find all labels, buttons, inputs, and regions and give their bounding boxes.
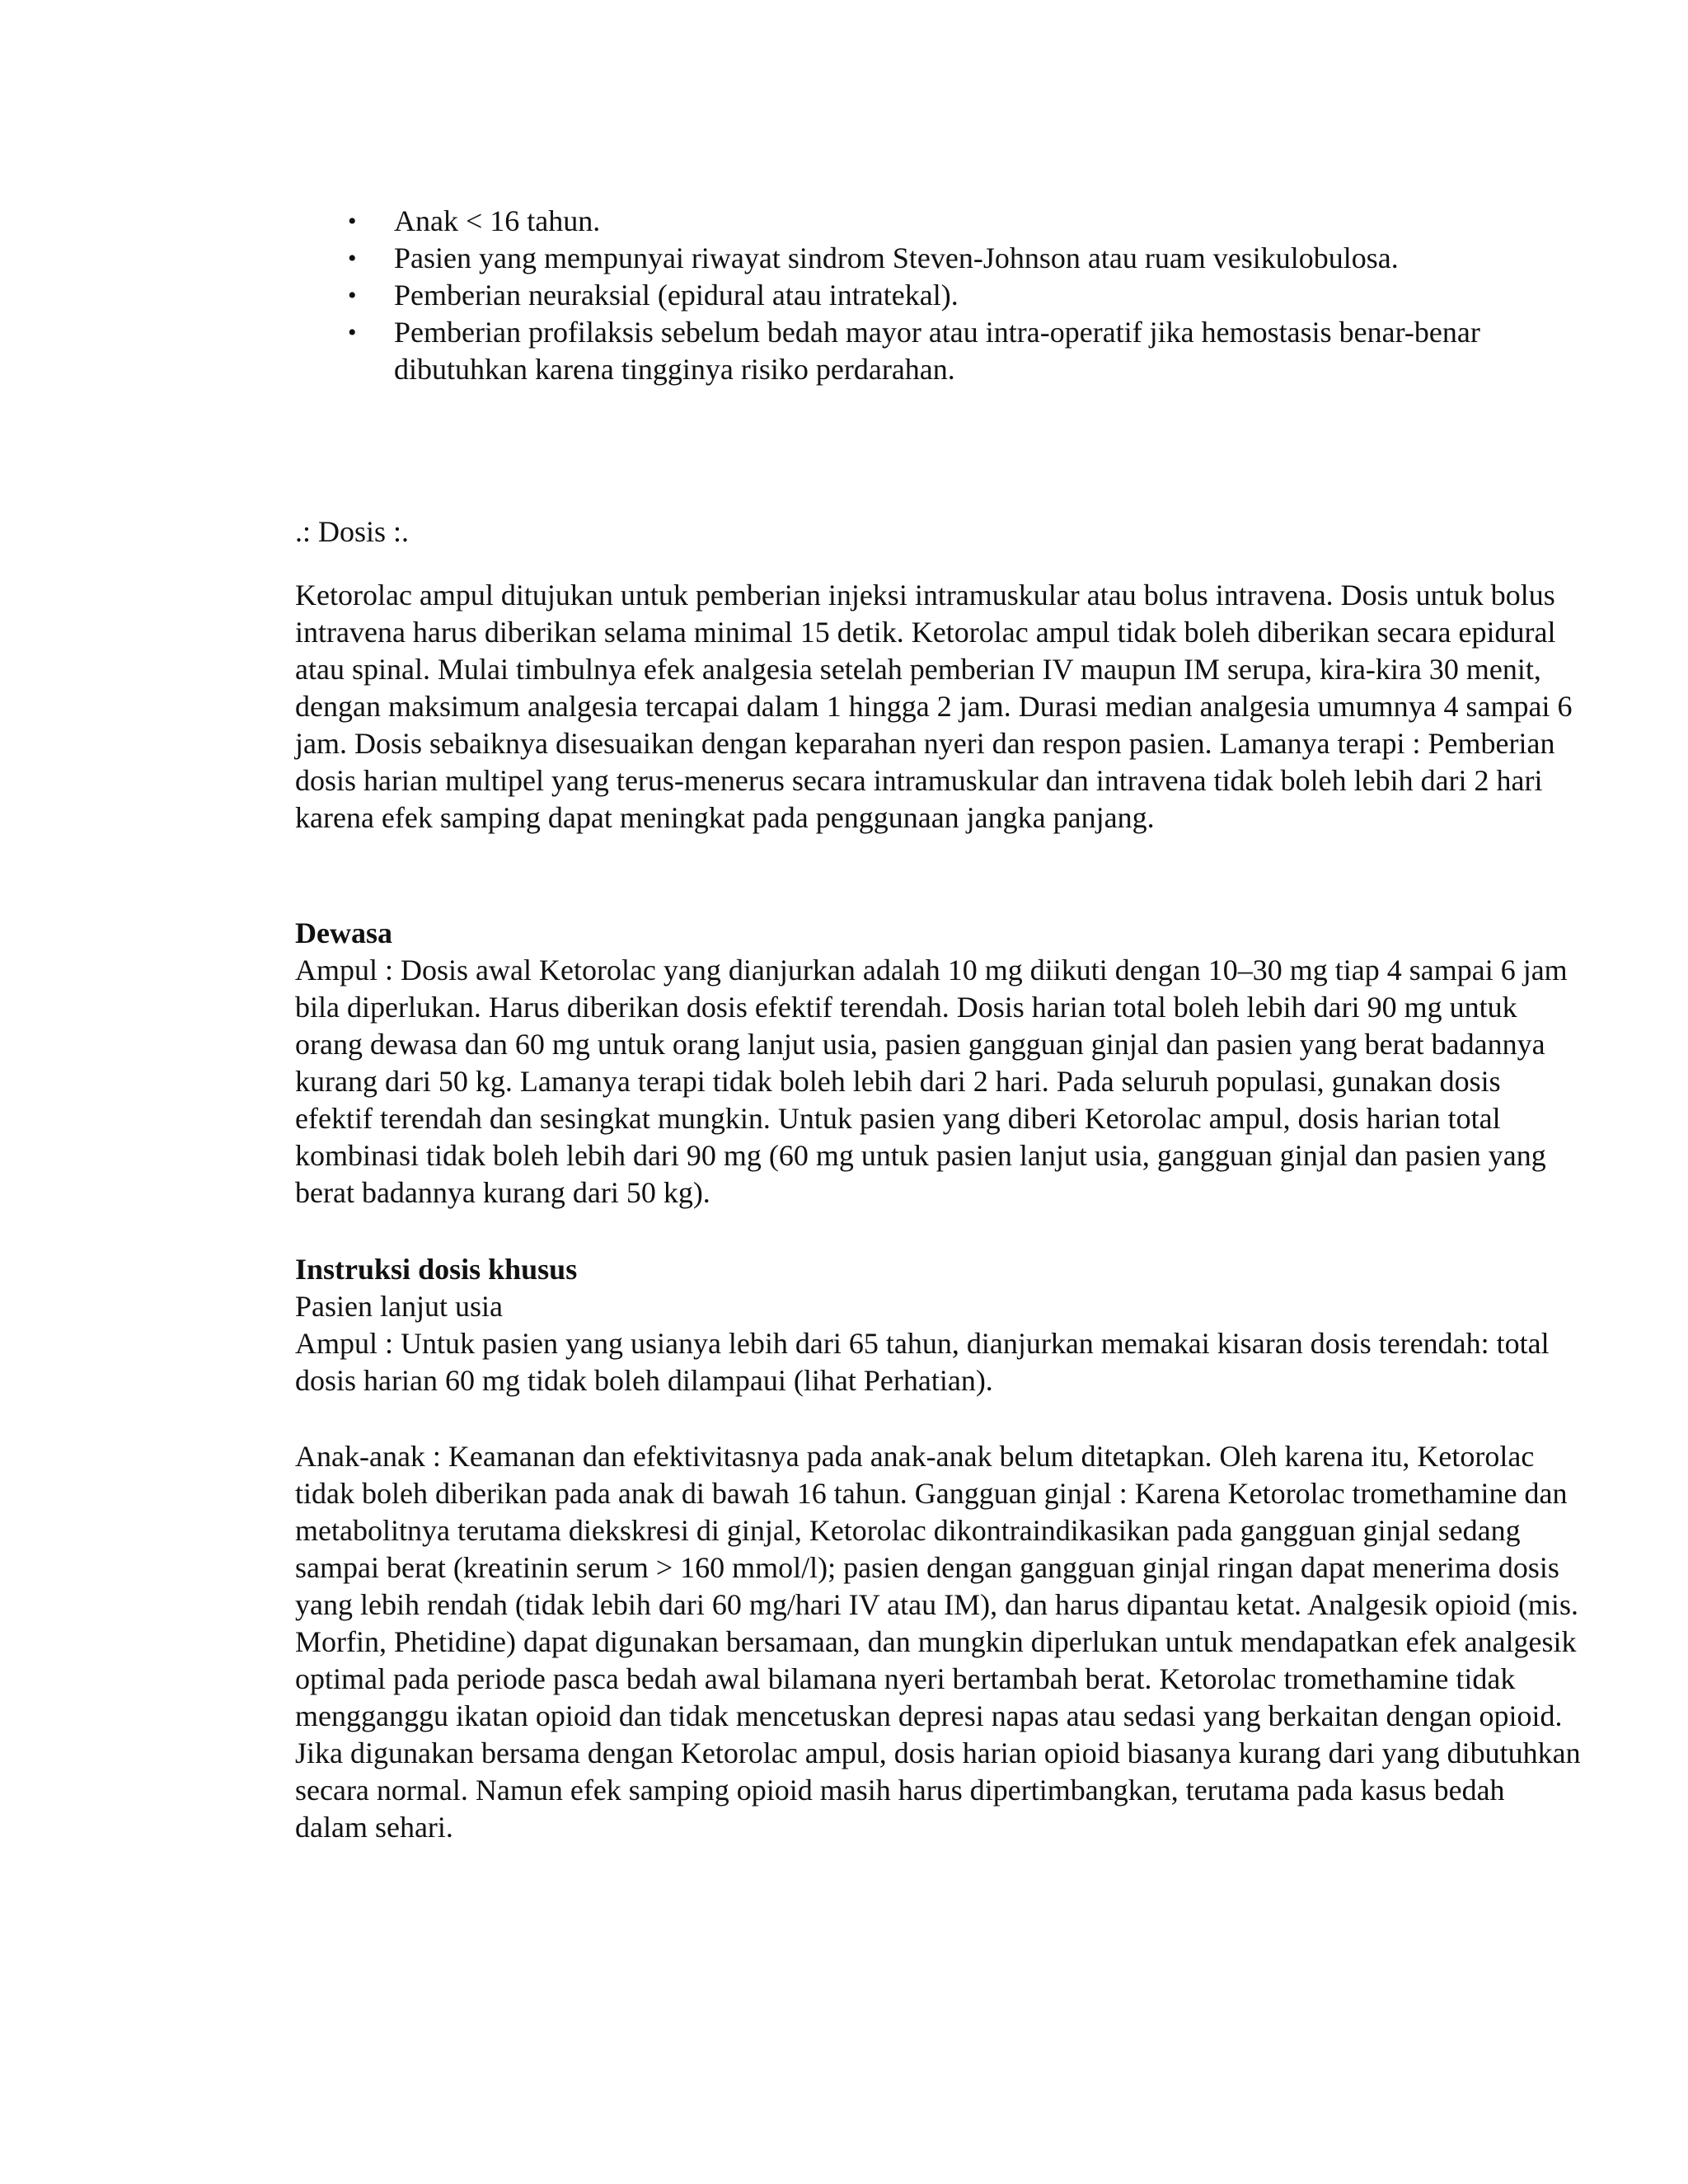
instruksi-heading: Instruksi dosis khusus [295,1253,578,1286]
list-item-text: Pemberian profilaksis sebelum bedah mayor atau intra-operatif jika hemostasis benar-benar dibutuhkan karena tingginya risiko perdarahan. [394,316,1480,386]
instruksi-paragraph: Ampul : Untuk pasien yang usianya lebih dari 65 tahun, dianjurkan memakai kisaran dosis terendah: total dosis harian 60 mg tidak boleh dilampaui (lihat Perhatian). [295,1327,1550,1397]
list-item-text: Pasien yang mempunyai riwayat sindrom Steven-Johnson atau ruam vesikulobulosa. [394,241,1399,274]
dewasa-section [295,915,1581,1212]
list-item [348,277,1551,314]
bullet-icon: • [348,282,357,309]
instruksi-section [295,1251,1581,1399]
list-item [348,203,1551,240]
bullet-icon: • [348,319,357,346]
dosis-intro-paragraph: Ketorolac ampul ditujukan untuk pemberian injeksi intramuskular atau bolus intravena. Dosis untuk bolus intravena harus diberikan selama minimal 15 detik. Ketorolac ampul tidak boleh diberikan secara epidural atau spinal. Mulai timbulnya efek analgesia setelah pemberian IV maupun IM serupa, kira-kira 30 menit, dengan maksimum analgesia tercapai dalam 1 hingga 2 jam. Durasi median analgesia umumnya 4 sampai 6 jam. Dosis sebaiknya disesuaikan dengan keparahan nyeri dan respon pasien. Lamanya terapi : Pemberian dosis harian multipel yang terus-menerus secara intramuskular dan intravena tidak boleh lebih dari 2 hari karena efek samping dapat meningkat pada penggunaan jangka panjang. [295,579,1573,834]
list-item [348,314,1551,388]
bullet-icon: • [348,208,357,235]
list-item-text: Pemberian neuraksial (epidural atau intratekal). [394,279,959,312]
dewasa-heading: Dewasa [295,916,392,949]
contraindication-list [348,203,1551,388]
dewasa-paragraph: Ampul : Dosis awal Ketorolac yang dianjurkan adalah 10 mg diikuti dengan 10–30 mg tiap 4 sampai 6 jam bila diperlukan. Harus diberikan dosis efektif terendah. Dosis harian total boleh lebih dari 90 mg untuk orang dewasa dan 60 mg untuk orang lanjut usia, pasien gangguan ginjal dan pasien yang berat badannya kurang dari 50 kg. Lamanya terapi tidak boleh lebih dari 2 hari. Pada seluruh populasi, gunakan dosis efektif terendah dan sesingkat mungkin. Untuk pasien yang diberi Ketorolac ampul, dosis harian total kombinasi tidak boleh lebih dari 90 mg (60 mg untuk pasien lanjut usia, gangguan ginjal dan pasien yang berat badannya kurang dari 50 kg). [295,954,1568,1209]
anak-anak-paragraph: Anak-anak : Keamanan dan efektivitasnya pada anak-anak belum ditetapkan. Oleh karena itu, Ketorolac tidak boleh diberikan pada anak di bawah 16 tahun. Gangguan ginjal : Karena Ketorolac tromethamine dan metabolitnya terutama diekskresi di ginjal, Ketorolac dikontraindikasikan pada gangguan ginjal sedang sampai berat (kreatinin serum > 160 mmol/l); pasien dengan gangguan ginjal ringan dapat menerima dosis yang lebih rendah (tidak lebih dari 60 mg/hari IV atau IM), dan harus dipantau ketat. Analgesik opioid (mis. Morfin, Phetidine) dapat digunakan bersamaan, dan mungkin diperlukan untuk mendapatkan efek analgesik optimal pada periode pasca bedah awal bilamana nyeri bertambah berat. Ketorolac tromethamine tidak mengganggu ikatan opioid dan tidak mencetuskan depresi napas atau sedasi yang berkaitan dengan opioid. Jika digunakan bersama dengan Ketorolac ampul, dosis harian opioid biasanya kurang dari yang dibutuhkan secara normal. Namun efek samping opioid masih harus dipertimbangkan, terutama pada kasus bedah dalam sehari. [295,1440,1581,1844]
list-item-text: Anak < 16 tahun. [394,204,601,237]
list-item [348,240,1551,277]
dosis-heading: .: Dosis :. [295,515,410,548]
bullet-icon: • [348,245,357,272]
instruksi-subheading: Pasien lanjut usia [295,1290,503,1323]
